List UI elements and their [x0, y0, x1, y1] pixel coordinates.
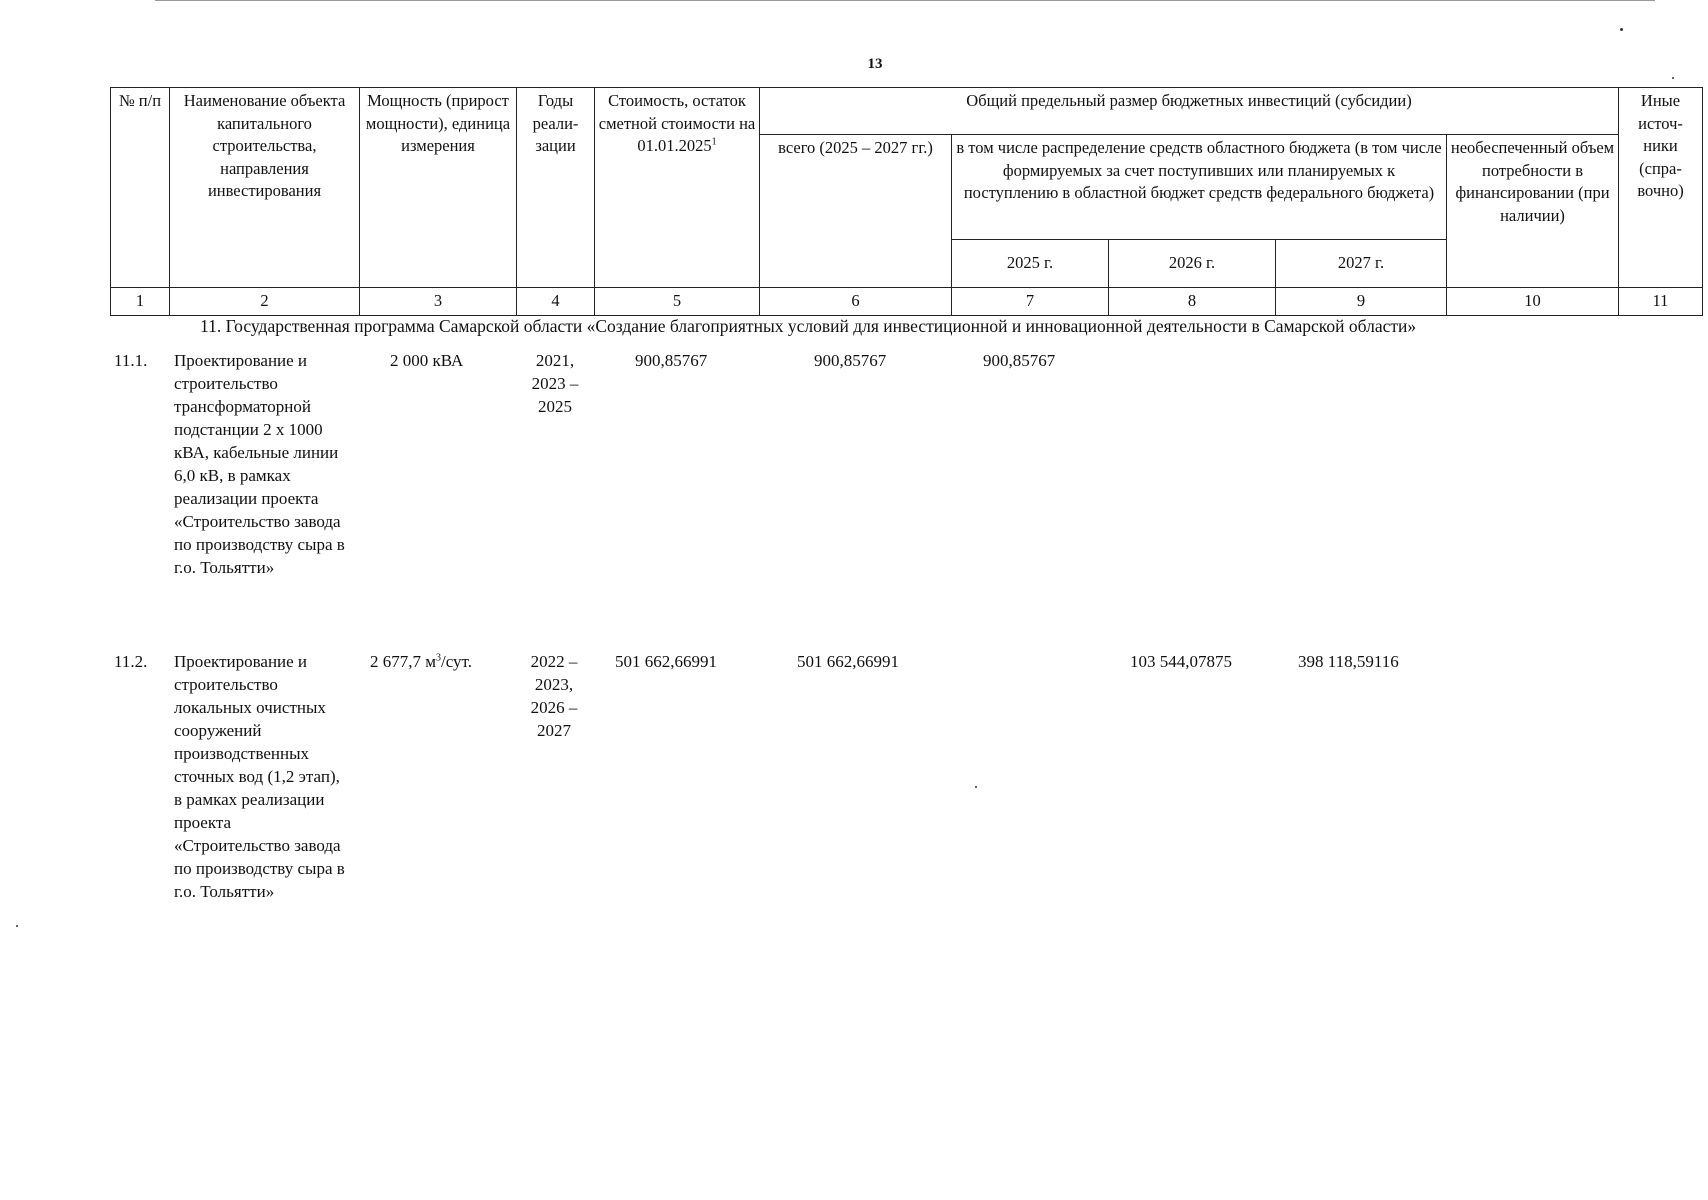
column-number: 7	[952, 288, 1109, 316]
row-1-num: 11.1.	[114, 351, 148, 370]
header-unfunded: необеспеченный объем потребности в финансировании (при наличии)	[1447, 135, 1619, 288]
scan-speck	[1620, 28, 1623, 31]
header-num: № п/п	[111, 88, 170, 288]
header-other-sources: Иные источ-ники (спра-вочно)	[1619, 88, 1703, 288]
row-2-2026: 103 544,07875	[1130, 652, 1232, 671]
header-budget-group: Общий предельный размер бюджетных инвестиций (субсидии)	[760, 88, 1619, 135]
row-2-cost: 501 662,66991	[615, 652, 717, 671]
page-number: 13	[867, 56, 883, 72]
column-number: 5	[595, 288, 760, 316]
scan-speck	[975, 786, 977, 788]
row-1-name: Проектирование и строительство трансформаторной подстанции 2 х 1000 кВА, кабельные линии 6,0 кВ, в рамках реализации проекта «Строительство завода по производству сыра в г.о. Тольятти»	[174, 351, 345, 577]
row-2-total: 501 662,66991	[797, 652, 899, 671]
row-2-name: Проектирование и строительство локальных очистных сооружений производственных сточных вод (1,2 этап), в рамках реализации проекта «Строительство завода по производству сыра в г.о. Тольятти»	[174, 652, 345, 901]
header-object-name: Наименование объекта капитального строительства, направления инвестирования	[170, 88, 360, 288]
row-2-years	[523, 650, 585, 742]
row-2-num: 11.2.	[114, 652, 148, 671]
scan-speck	[1672, 77, 1674, 79]
header-capacity: Мощность (прирост мощности), единица измерения	[360, 88, 517, 288]
scan-speck	[16, 925, 18, 927]
header-cost: Стоимость, остаток сметной стоимости на 01.01.2025$^1$	[595, 88, 760, 288]
column-number: 9	[1276, 288, 1447, 316]
column-number: 1	[111, 288, 170, 316]
row-2-year: 2022 –	[530, 652, 578, 671]
row-1-year: 2021,	[535, 351, 575, 370]
row-2-year: 2027	[537, 721, 571, 740]
header-years: Годы реали-зации	[517, 88, 595, 288]
column-number: 11	[1619, 288, 1703, 316]
row-2-year: 2026 –	[530, 698, 578, 717]
row-1-year: 2023 –	[531, 374, 579, 393]
row-1-years	[525, 349, 585, 418]
column-number: 4	[517, 288, 595, 316]
header-2027: 2027 г.	[1276, 240, 1447, 288]
top-rule	[155, 0, 1655, 1]
column-number-row	[111, 288, 1703, 316]
program-title: 11. Государственная программа Самарской области «Создание благоприятных условий для инвестиционной и инновационной деятельности в Самарской области»	[200, 316, 1417, 336]
column-number: 10	[1447, 288, 1619, 316]
header-2025: 2025 г.	[952, 240, 1109, 288]
column-number: 6	[760, 288, 952, 316]
header-regional-distribution: в том числе распределение средств областного бюджета (в том числе формируемых за счет поступивших или планируемых к поступлению в областной бюджет средств федерального бюджета)	[952, 135, 1447, 240]
row-2-year: 2023,	[534, 675, 574, 694]
header-total: всего (2025 – 2027 гг.)	[760, 135, 952, 288]
row-1-2025: 900,85767	[983, 351, 1056, 370]
row-1-year: 2025	[538, 397, 572, 416]
row-1-capacity: 2 000 кВА	[390, 351, 464, 370]
row-1-cost: 900,85767	[635, 351, 708, 370]
column-number: 2	[170, 288, 360, 316]
investment-table-header	[110, 87, 1703, 316]
header-2026: 2026 г.	[1109, 240, 1276, 288]
row-1-total: 900,85767	[814, 351, 887, 370]
row-2-2027: 398 118,59116	[1298, 652, 1399, 671]
column-number: 3	[360, 288, 517, 316]
row-2-capacity: 2 677,7 $м^3$/сут.	[370, 652, 472, 671]
column-number: 8	[1109, 288, 1276, 316]
